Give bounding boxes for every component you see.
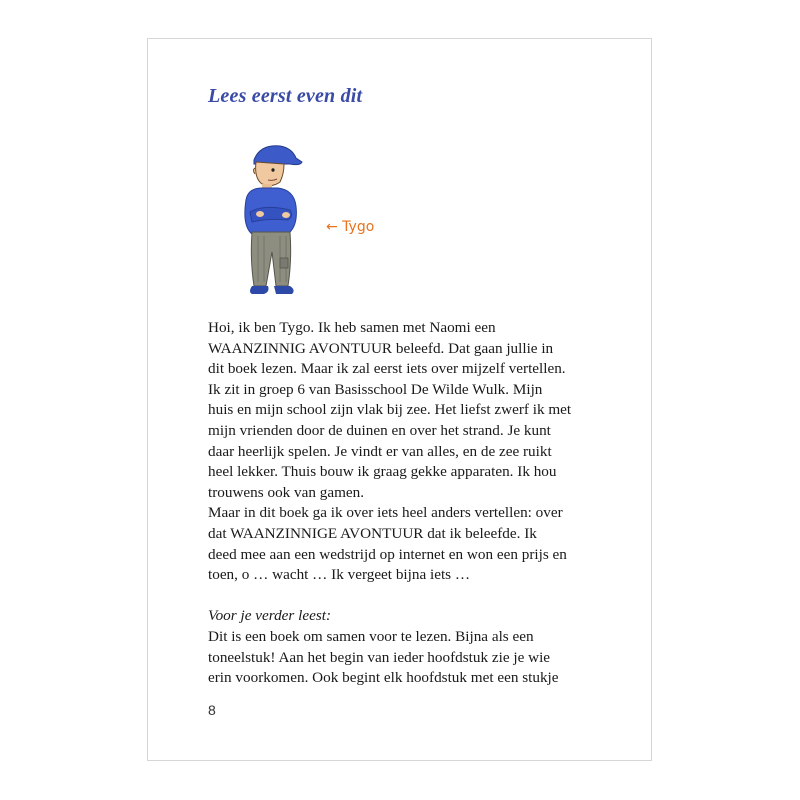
text-line: Maar in dit boek ga ik over iets heel anders vertellen: over (208, 504, 563, 522)
text-line: deed mee aan een wedstrijd op internet en won een prijs en (208, 545, 567, 563)
text-line: Ik zit in groep 6 van Basisschool De Wilde Wulk. Mijn (208, 380, 543, 398)
text-line: Dit is een boek om samen voor te lezen. Bijna als een (208, 627, 534, 645)
tygo-label: ← Tygo (326, 219, 375, 235)
text-line: daar heerlijk spelen. Je vindt er van alles, en de zee ruikt (208, 442, 552, 460)
text-line: dat WAANZINNIGE AVONTUUR dat ik beleefde. Ik (208, 524, 537, 542)
text-line: toen, o … wacht … Ik vergeet bijna iets … (208, 566, 471, 584)
text-line: toneelstuk! Aan het begin van ieder hoofdstuk zie je wie (208, 648, 551, 666)
paragraph-gap (208, 586, 628, 607)
text-line: mijn vrienden door de duinen en over het strand. Je kunt (208, 421, 551, 439)
text-line: heel lekker. Thuis bouw ik graag gekke apparaten. Ik hou (208, 463, 557, 481)
text-line: erin voorkomen. Ook begint elk hoofdstuk met een stukje (208, 669, 559, 687)
text-line: trouwens ook van gamen. (208, 483, 365, 501)
note-heading: Voor je verder leest: (208, 607, 332, 625)
body-text (208, 318, 628, 689)
text-line: Hoi, ik ben Tygo. Ik heb samen met Naomi een (208, 319, 496, 336)
text-line: dit boek lezen. Maar ik zal eerst iets over mijzelf vertellen. (208, 360, 566, 378)
page-heading: Lees eerst even dit (208, 85, 363, 107)
text-line: WAANZINNIG AVONTUUR beleefd. Dat gaan jullie in (208, 339, 554, 357)
page-number: 8 (208, 702, 216, 718)
text-line: huis en mijn school zijn vlak bij zee. Het liefst zwerf ik met (208, 401, 572, 419)
